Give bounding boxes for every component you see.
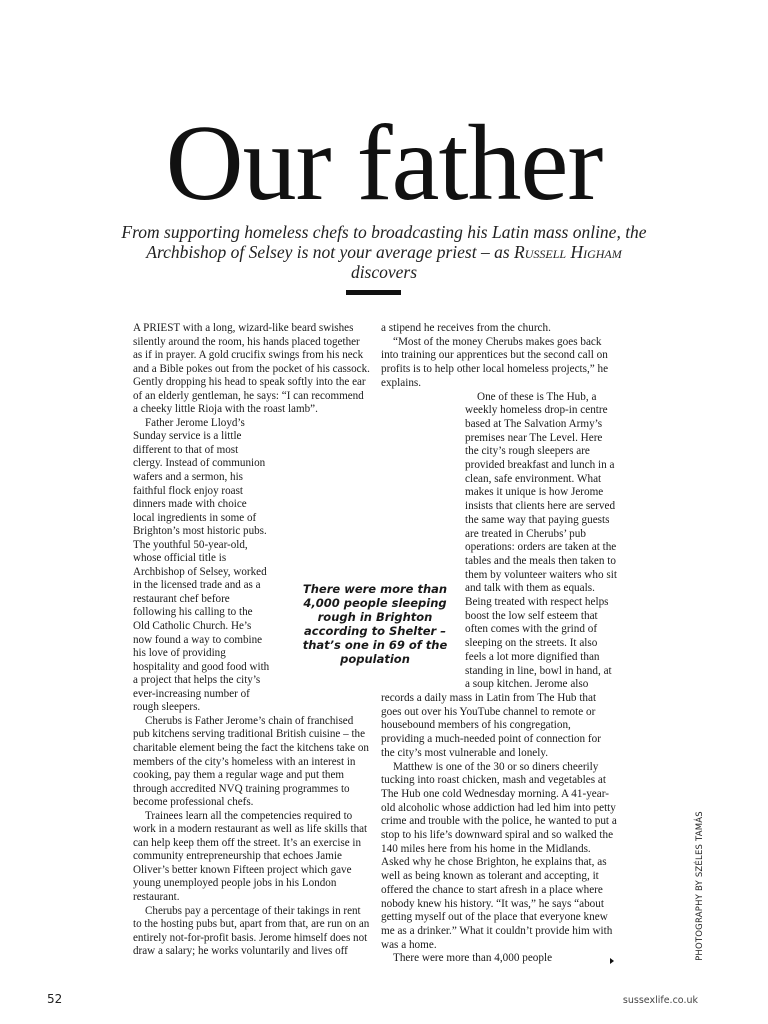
headline-rule (346, 290, 401, 295)
body-paragraph: A PRIEST with a long, wizard-like beard swishes silently around the room, his hands placed together as if in prayer. A gold crucifix swings from his neck and a Bible pokes out from the pocket of his cassock. Gently dropping his head to speak softly into the ear of an elderly gentleman, he says: “I can recommend a cheeky little Rioja with the roast lamb”. (133, 322, 370, 416)
body-paragraph: Father Jerome Lloyd’s Sunday service is a little different to that of most clergy. Instead of communion wafers and a sermon, his faithful flock enjoy roast dinners made with choice local ingredients in some of Brighton’s most historic pubs. The youthful 50-year-old, whose official title is Archbishop of Selsey, worked in the licensed trade and as a restaurant chef before following his calling to the Old Catholic Church. He’s now found a way to combine his love of providing hospitality and good food with a project that helps the city’s ever-increasing number of rough sleepers. (133, 417, 370, 715)
body-paragraph: Matthew is one of the 30 or so diners cheerily tucking into roast chicken, mash and vegetables at The Hub one cold Wednesday morning. A 41-year-old alcoholic whose addiction had led him into petty crime and trouble with the police, he wanted to put a stop to his life’s downward spiral and so walked the 140 miles here from his home in the Midlands. Asked why he chose Brighton, he explains that, as well as being known as tolerant and accepting, it offered the chance to start afresh in a place where nobody knew his history. “It was,” he says “about getting myself out of the place that everyone knew me as a drinker.” What it couldn’t provide him with was a home. (381, 760, 617, 951)
photo-credit: PHOTOGRAPHY BY SZÉLES TAMÁS (695, 811, 705, 961)
pull-quote: There were more than 4,000 people sleeping rough in Brighton according to Shelter – that’s one in 69 of the population (302, 582, 448, 666)
body-paragraph: Cherubs pay a percentage of their takings in rent to the hosting pubs but, apart from that, are run on an entirely not-for-profit basis. Jerome himself does not draw a salary; he works voluntarily and lives off (133, 904, 370, 958)
body-paragraph: There were more than 4,000 people (393, 952, 553, 965)
standfirst-end: discovers (350, 262, 418, 282)
standfirst-text: From supporting homeless chefs to broadcasting his Latin mass online, the Archbishop of Selsey is not your average priest – as (121, 222, 647, 262)
website-url: sussexlife.co.uk (622, 995, 698, 1006)
continue-arrow-icon (610, 958, 614, 964)
body-paragraph: Cherubs is Father Jerome’s chain of franchised pub kitchens serving traditional British cuisine – the charitable element being the fact the kitchens take on members of the city’s homeless with an interest in cooking, pay them a regular wage and put them through accredited NVQ training programmes to become professional chefs. (133, 714, 369, 809)
body-paragraph: One of these is The Hub, a weekly homeless drop-in centre based at The Salvation Army’s premises near The Level. Here the city’s rough sleepers are provided breakfast and lunch in a clean, safe environment. What makes it unique is how Jerome insists that clients here are served the same way that paying guests are treated in Cherubs’ pub operations: orders are taken at the tables and the meals then taken to them by volunteer waiters who sit and talk with them as equals. Being treated with respect helps boost the low self esteem that often comes with the grind of sleeping on the streets. It also feels a lot more dignified than standing in line, bowl in hand, at a soup kitchen. Jerome also records a daily mass in Latin from The Hub that goes out over his YouTube channel to remote or housebound members of his congregation, providing a much-needed point of connection for the city’s most vulnerable and lonely. (381, 390, 617, 759)
body-paragraph: Trainees learn all the competencies required to work in a modern restaurant as well as life skills that can help keep them off the street. It’s an exercise in community entrepreneurship that echoes Jamie Oliver’s better known Fifteen project which gave young unemployed people jobs in his London restaurant. (133, 809, 368, 903)
body-paragraph: “Most of the money Cherubs makes goes back into training our apprentices but the second call on profits is to help other local homeless projects,” he explains. (381, 335, 609, 389)
page-number: 52 (47, 992, 63, 1006)
author-name: Russell Higham (514, 242, 622, 262)
body-paragraph: a stipend he receives from the church. (381, 322, 551, 334)
headline: Our father (165, 104, 603, 223)
standfirst (120, 222, 648, 282)
